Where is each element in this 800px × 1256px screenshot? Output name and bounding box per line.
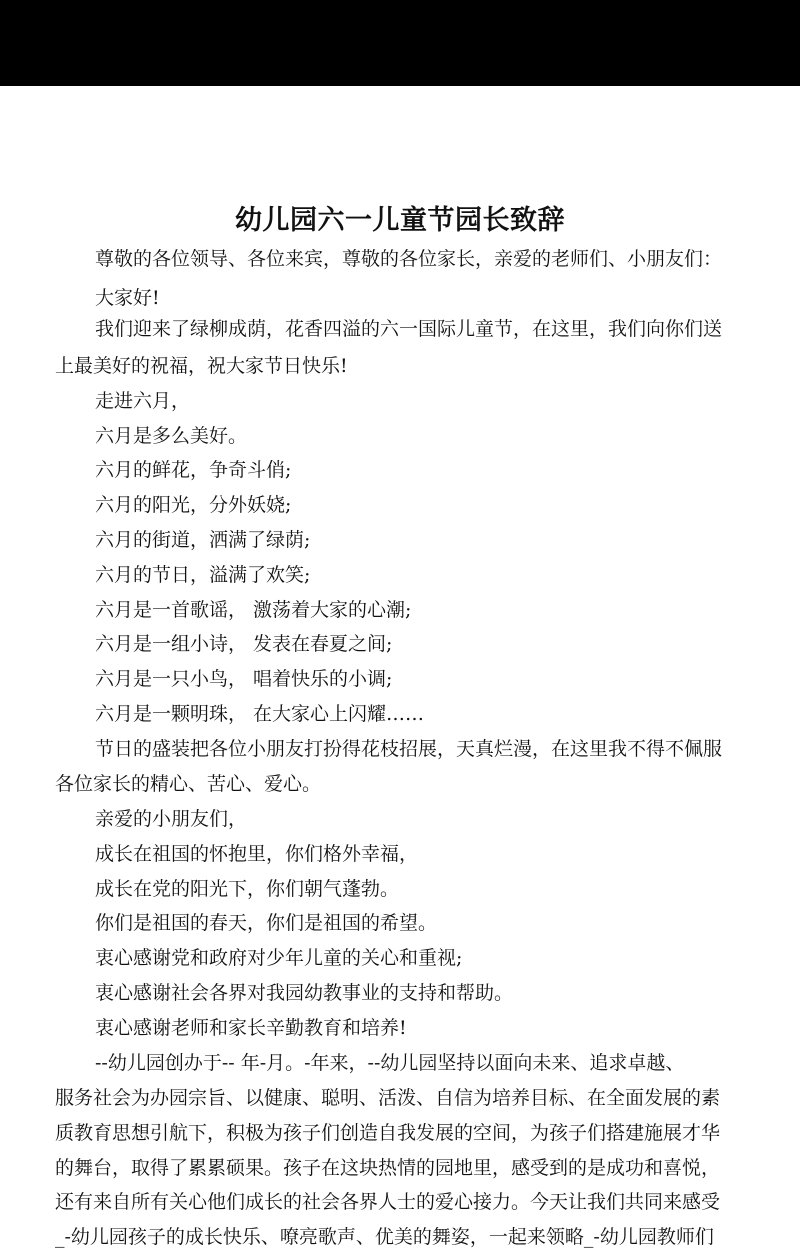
paragraph-line: 六月是一只小鸟， 唱着快乐的小调;: [95, 668, 393, 690]
paragraph-line: 你们是祖国的春天，你们是祖国的希望。: [95, 912, 438, 934]
paragraph-line: 六月的鲜花，争奇斗俏;: [95, 459, 292, 481]
paragraph-line: 的舞台，取得了累累硕果。孩子在这块热情的园地里，感受到的是成功和喜悦，: [55, 1157, 721, 1179]
paragraph-line: 六月是一首歌谣， 激荡着大家的心潮;: [95, 599, 412, 621]
paragraph-line: 大家好!: [95, 287, 160, 309]
paragraph-line: 成长在祖国的怀抱里，你们格外幸福，: [95, 843, 419, 865]
paragraph-line: 衷心感谢老师和家长辛勤教育和培养!: [95, 1017, 407, 1039]
top-black-bar: [0, 0, 800, 86]
paragraph-line: 服务社会为办园宗旨、以健康、聪明、活泼、自信为培养目标、在全面发展的素: [55, 1087, 721, 1109]
paragraph-line: 衷心感谢党和政府对少年儿童的关心和重视;: [95, 947, 463, 969]
paragraph-line: 走进六月，: [95, 390, 191, 412]
paragraph-line: 六月的阳光，分外妖娆;: [95, 494, 292, 516]
paragraph-line: 六月是多么美好。: [95, 425, 248, 447]
paragraph-line: 尊敬的各位领导、各位来宾，尊敬的各位家长，亲爱的老师们、小朋友们：: [95, 248, 723, 270]
paragraph-line: 各位家长的精心、苦心、爱心。: [55, 773, 322, 795]
paragraph-line: 质教育思想引航下，积极为孩子们创造自我发展的空间，为孩子们搭建施展才华: [55, 1122, 721, 1144]
paragraph-line: 上最美好的祝福，祝大家节日快乐!: [55, 355, 348, 377]
paragraph-line: --幼儿园创办于-- 年-月。-年来，--幼儿园坚持以面向未来、追求卓越、: [95, 1052, 685, 1074]
paragraph-line: 我们迎来了绿柳成荫，花香四溢的六一国际儿童节，在这里，我们向你们送: [95, 318, 723, 340]
paragraph-line: _-幼儿园孩子的成长快乐、嘹亮歌声、优美的舞姿，一起来领略_-幼儿园教师们: [55, 1226, 714, 1248]
document-page: [0, 86, 800, 1256]
document-title: 幼儿园六一儿童节园长致辞: [235, 205, 565, 236]
paragraph-line: 六月是一组小诗， 发表在春夏之间;: [95, 633, 393, 655]
paragraph-line: 亲爱的小朋友们，: [95, 808, 248, 830]
paragraph-line: 六月的街道，洒满了绿荫;: [95, 529, 311, 551]
paragraph-line: 六月的节日，溢满了欢笑;: [95, 564, 311, 586]
paragraph-line: 还有来自所有关心他们成长的社会各界人士的爱心接力。今天让我们共同来感受: [55, 1191, 721, 1213]
paragraph-line: 节日的盛装把各位小朋友打扮得花枝招展，天真烂漫，在这里我不得不佩服: [95, 738, 723, 760]
paragraph-line: 成长在党的阳光下，你们朝气蓬勃。: [95, 878, 400, 900]
paragraph-line: 六月是一颗明珠， 在大家心上闪耀……: [95, 703, 425, 725]
paragraph-line: 衷心感谢社会各界对我园幼教事业的支持和帮助。: [95, 982, 514, 1004]
